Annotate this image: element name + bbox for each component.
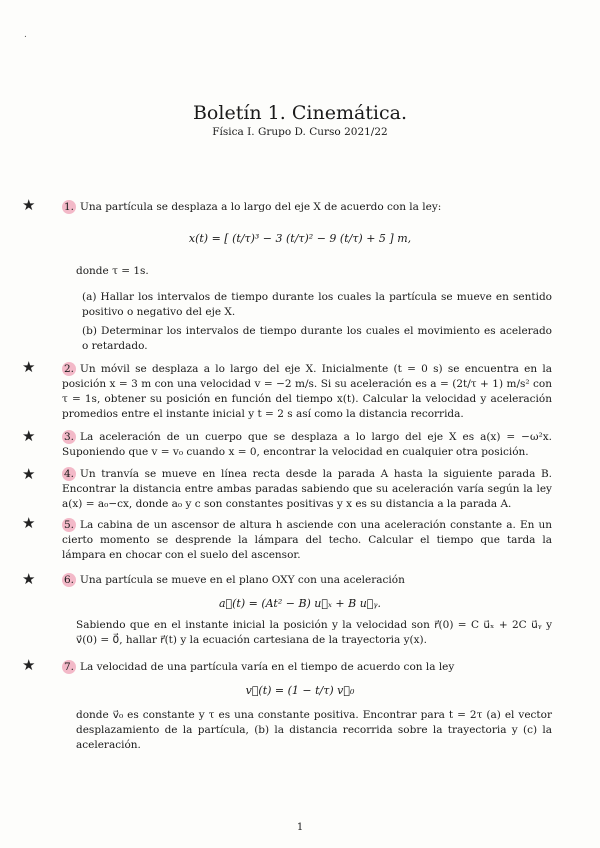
problem-text: La aceleración de un cuerpo que se desplaza a lo largo del eje X es a(x) = −ω²x. Suponiendo que v = v₀ cuando x = 0, encontrar la velocidad en cualquier otra posición. xyxy=(62,431,552,458)
problem-text: Una partícula se desplaza a lo largo del eje X de acuerdo con la ley: xyxy=(80,201,442,213)
problem-number: 5. xyxy=(63,519,75,531)
page-title: Boletín 1. Cinemática. xyxy=(192,102,408,124)
scan-mark: . xyxy=(24,30,27,40)
problem-number: 2. xyxy=(63,363,75,375)
problem-1 xyxy=(62,200,552,215)
problem-text-after: Sabiendo que en el instante inicial la posición y la velocidad son r⃗(0) = C u⃗ₓ + 2C u⃗ᵧ y v⃗(0) = 0⃗, hallar r⃗(t) y la ecuación cartesiana de la trayectoria y(x). xyxy=(76,619,552,646)
problem-7 xyxy=(62,660,552,675)
problem-6 xyxy=(62,573,552,588)
problem-text: La cabina de un ascensor de altura h asciende con una aceleración constante a. En un cierto momento se desprende la lámpara del techo. Calcular el tiempo que tarda la lámpara en chocar con el suelo del ascensor. xyxy=(62,519,552,561)
star-mark: ★ xyxy=(22,656,36,674)
problem-2 xyxy=(62,362,552,422)
problem-4 xyxy=(62,467,552,512)
star-mark: ★ xyxy=(22,514,36,532)
problem-3 xyxy=(62,430,552,460)
page-subtitle: Física I. Grupo D. Curso 2021/22 xyxy=(212,126,388,138)
problem-number: 1. xyxy=(63,201,75,213)
star-mark: ★ xyxy=(22,570,36,588)
star-mark: ★ xyxy=(22,427,36,445)
equation: x(t) = [ (t/τ)³ − 3 (t/τ)² − 9 (t/τ) + 5 ] m, xyxy=(188,232,412,245)
problem-text: La velocidad de una partícula varía en el tiempo de acuerdo con la ley xyxy=(80,661,455,673)
star-mark: ★ xyxy=(22,358,36,376)
problem-text: Una partícula se mueve en el plano OXY con una aceleración xyxy=(80,574,405,586)
problem-number: 6. xyxy=(63,574,75,586)
subquestion-b: (b) Determinar los intervalos de tiempo durante los cuales el movimiento es acelerado o retardado. xyxy=(82,325,552,352)
problem-number: 4. xyxy=(63,468,75,480)
equation: a⃗(t) = (At² − B) u⃗ₓ + B u⃗ᵧ. xyxy=(218,597,382,610)
problem-text: Un tranvía se mueve en línea recta desde la parada A hasta la siguiente parada B. Encontrar la distancia entre ambas paradas sabiendo que su aceleración varía según la ley a(x) = a₀−cx, donde a₀ y c son constantes positivas y x es su distancia a la parada A. xyxy=(62,468,552,510)
star-mark: ★ xyxy=(22,465,36,483)
equation: v⃗(t) = (1 − t/τ) v⃗₀ xyxy=(245,684,355,697)
page-number: 1 xyxy=(296,822,304,833)
subquestion-a: (a) Hallar los intervalos de tiempo durante los cuales la partícula se mueve en sentido positivo o negativo del eje X. xyxy=(82,291,552,318)
problem-number: 7. xyxy=(63,661,75,673)
problem-text-after: donde v⃗₀ es constante y τ es una constante positiva. Encontrar para t = 2τ (a) el vector desplazamiento de la partícula, (b) la distancia recorrida sobre la trayectoria y (c) la aceleración. xyxy=(76,709,552,751)
problem-5 xyxy=(62,518,552,563)
star-mark: ★ xyxy=(22,196,36,214)
problem-text-after: donde τ = 1s. xyxy=(76,265,149,277)
problem-text: Un móvil se desplaza a lo largo del eje X. Inicialmente (t = 0 s) se encuentra en la posición x = 3 m con una velocidad v = −2 m/s. Si su aceleración es a = (2t/τ + 1) m/s² con τ = 1s, obtener su posición en función del tiempo x(t). Calcular la velocidad y aceleración promedios entre el instante inicial y t = 2 s así como la distancia recorrida. xyxy=(62,363,552,420)
problem-number: 3. xyxy=(63,431,75,443)
